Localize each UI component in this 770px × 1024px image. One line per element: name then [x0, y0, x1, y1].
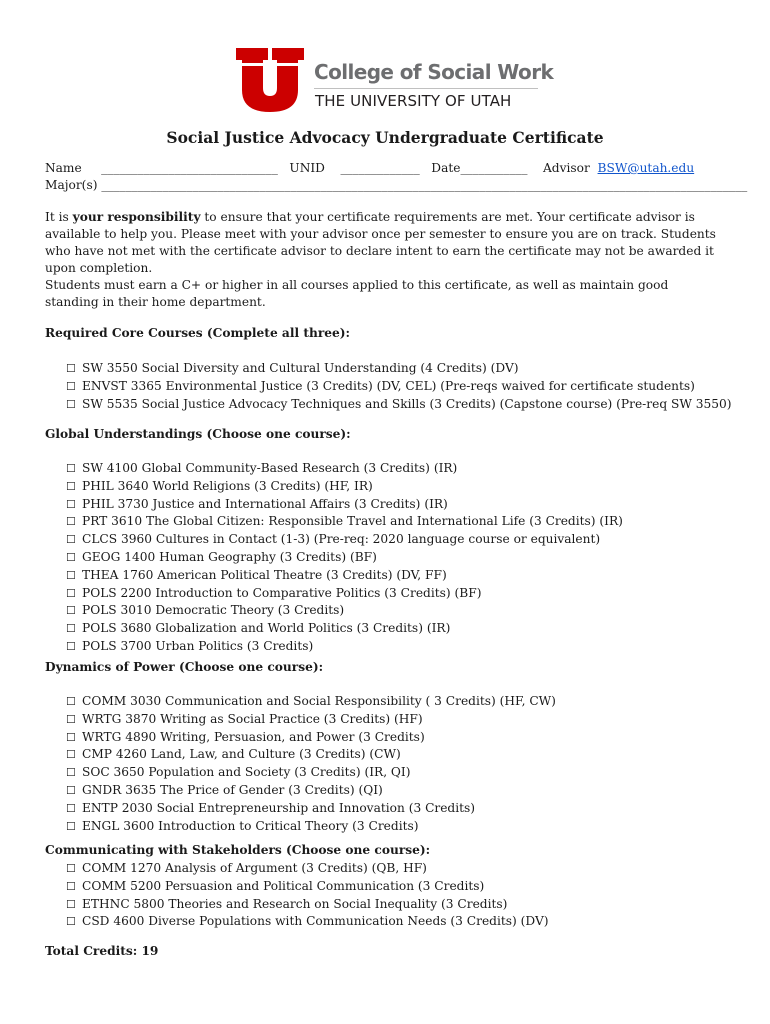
course-item [66, 460, 623, 478]
major-field[interactable]: __________________________________________________________________________________________________________ [101, 178, 748, 192]
advisor-label: Advisor [542, 161, 590, 175]
checkbox[interactable]: ☐ [66, 748, 76, 762]
power-course-list [66, 693, 556, 835]
checkbox[interactable]: ☐ [66, 533, 76, 547]
course-item [66, 896, 549, 914]
course-label: COMM 3030 Communication and Social Responsibility ( 3 Credits) (HF, CW) [82, 694, 556, 708]
course-item [66, 818, 556, 836]
checkbox[interactable]: ☐ [66, 479, 76, 493]
course-item [66, 478, 623, 496]
advisor-email-link[interactable]: BSW@utah.edu [597, 161, 695, 175]
global-course-list [66, 460, 623, 656]
checkbox[interactable]: ☐ [66, 550, 76, 564]
checkbox[interactable]: ☐ [66, 862, 76, 875]
checkbox[interactable]: ☐ [66, 915, 76, 929]
checkbox[interactable]: ☐ [66, 801, 76, 815]
checkbox[interactable]: ☐ [66, 462, 76, 475]
course-label: CLCS 3960 Cultures in Contact (1-3) (Pre-req: 2020 language course or equivalent) [82, 532, 601, 547]
unid-field[interactable]: _____________ [340, 161, 420, 175]
unid-label: UNID [289, 161, 325, 175]
course-item [66, 782, 556, 800]
info-line [45, 160, 694, 177]
course-label: SW 3550 Social Diversity and Cultural Understanding (4 Credits) (DV) [82, 361, 519, 375]
checkbox[interactable]: ☐ [66, 515, 76, 529]
checkbox[interactable]: ☐ [66, 639, 76, 653]
checkbox[interactable]: ☐ [66, 397, 76, 411]
course-item [66, 729, 556, 747]
checkbox[interactable]: ☐ [66, 783, 76, 797]
intro-emphasis: your responsibility [72, 210, 201, 224]
checkbox[interactable]: ☐ [66, 586, 76, 600]
course-item [66, 549, 623, 567]
checkbox[interactable]: ☐ [66, 604, 76, 618]
course-item [66, 878, 549, 896]
responsibility-paragraph [45, 209, 725, 277]
core-heading: Required Core Courses (Complete all three): [45, 326, 351, 340]
course-item [66, 567, 623, 585]
checkbox[interactable]: ☐ [66, 362, 76, 375]
course-label: PHIL 3640 World Religions (3 Credits) (HF, IR) [82, 478, 373, 493]
course-label: POLS 3700 Urban Politics (3 Credits) [82, 638, 314, 653]
course-label: COMM 5200 Persuasion and Political Communication (3 Credits) [82, 878, 485, 893]
checkbox[interactable]: ☐ [66, 568, 76, 582]
course-item [66, 693, 556, 711]
course-item [66, 513, 623, 531]
course-item [66, 396, 732, 414]
global-heading: Global Understandings (Choose one course): [45, 427, 351, 441]
checkbox[interactable]: ☐ [66, 695, 76, 708]
logo-university-name: THE UNIVERSITY OF UTAH [315, 92, 512, 110]
course-label: COMM 1270 Analysis of Argument (3 Credits) (QB, HF) [82, 861, 427, 875]
course-item [66, 360, 732, 378]
course-item [66, 764, 556, 782]
course-label: PHIL 3730 Justice and International Affairs (3 Credits) (IR) [82, 496, 448, 511]
course-item [66, 620, 623, 638]
course-label: SOC 3650 Population and Society (3 Credits) (IR, QI) [82, 765, 411, 780]
grade-requirement-paragraph: Students must earn a C+ or higher in all courses applied to this certificate, as well as maintain good standing in their home department. [45, 278, 669, 309]
checkbox[interactable]: ☐ [66, 819, 76, 833]
course-label: POLS 3680 Globalization and World Politics (3 Credits) (IR) [82, 621, 451, 636]
checkbox[interactable]: ☐ [66, 879, 76, 893]
major-line [45, 177, 747, 194]
course-item [66, 638, 623, 656]
course-item [66, 585, 623, 603]
course-label: WRTG 3870 Writing as Social Practice (3 Credits) (HF) [82, 711, 423, 726]
stakeholders-heading: Communicating with Stakeholders (Choose one course): [45, 843, 431, 857]
date-label: Date [431, 161, 461, 175]
name-field[interactable]: _____________________________ [101, 161, 278, 175]
course-item [66, 496, 623, 514]
checkbox[interactable]: ☐ [66, 766, 76, 780]
course-item [66, 378, 732, 396]
intro-text-start: It is [45, 210, 73, 224]
course-label: CSD 4600 Diverse Populations with Communication Needs (3 Credits) (DV) [82, 914, 549, 929]
checkbox[interactable]: ☐ [66, 730, 76, 744]
page-title: Social Justice Advocacy Undergraduate Certificate [166, 128, 604, 147]
logo-divider [314, 88, 538, 89]
major-label: Major(s) [45, 178, 98, 192]
logo-college-name: College of Social Work [314, 60, 554, 84]
stakeholders-course-list [66, 860, 549, 931]
course-item [66, 711, 556, 729]
date-field[interactable]: ___________ [460, 161, 528, 175]
course-label: THEA 1760 American Political Theatre (3 Credits) (DV, FF) [82, 567, 447, 582]
course-item [66, 531, 623, 549]
checkbox[interactable]: ☐ [66, 712, 76, 726]
course-item [66, 746, 556, 764]
course-label: SW 4100 Global Community-Based Research (3 Credits) (IR) [82, 461, 458, 475]
university-u-logo-icon [234, 44, 306, 116]
core-course-list [66, 360, 732, 413]
course-item [66, 800, 556, 818]
intro-text-end: to ensure that your certificate requirements are met. Your certificate advisor is available to help you. Please meet with your advisor once per semester to ensure you are on track. Students who have not met with the certificate advisor to declare intent to earn the certificate may not be awarded it upon completion. [45, 210, 716, 275]
checkbox[interactable]: ☐ [66, 379, 76, 393]
checkbox[interactable]: ☐ [66, 497, 76, 511]
course-label: ENVST 3365 Environmental Justice (3 Credits) (DV, CEL) (Pre-reqs waived for certificate students) [82, 378, 695, 393]
checkbox[interactable]: ☐ [66, 622, 76, 636]
name-label: Name [45, 161, 82, 175]
course-label: PRT 3610 The Global Citizen: Responsible Travel and International Life (3 Credits) (IR) [82, 514, 623, 529]
power-heading: Dynamics of Power (Choose one course): [45, 660, 324, 674]
course-label: ENTP 2030 Social Entrepreneurship and Innovation (3 Credits) [82, 800, 476, 815]
college-logo [234, 44, 554, 116]
course-label: WRTG 4890 Writing, Persuasion, and Power (3 Credits) [82, 729, 425, 744]
course-label: POLS 2200 Introduction to Comparative Politics (3 Credits) (BF) [82, 585, 482, 600]
course-item [66, 860, 549, 878]
course-label: GEOG 1400 Human Geography (3 Credits) (BF) [82, 549, 377, 564]
course-label: POLS 3010 Democratic Theory (3 Credits) [82, 603, 345, 618]
course-label: CMP 4260 Land, Law, and Culture (3 Credits) (CW) [82, 747, 401, 762]
course-label: SW 5535 Social Justice Advocacy Techniques and Skills (3 Credits) (Capstone course) (Pre-req SW 3550) [82, 396, 732, 411]
course-label: ENGL 3600 Introduction to Critical Theory (3 Credits) [82, 818, 419, 833]
course-label: GNDR 3635 The Price of Gender (3 Credits) (QI) [82, 782, 383, 797]
checkbox[interactable]: ☐ [66, 897, 76, 911]
total-credits: Total Credits: 19 [45, 944, 159, 958]
course-label: ETHNC 5800 Theories and Research on Social Inequality (3 Credits) [82, 896, 508, 911]
course-item [66, 602, 623, 620]
course-item [66, 913, 549, 931]
